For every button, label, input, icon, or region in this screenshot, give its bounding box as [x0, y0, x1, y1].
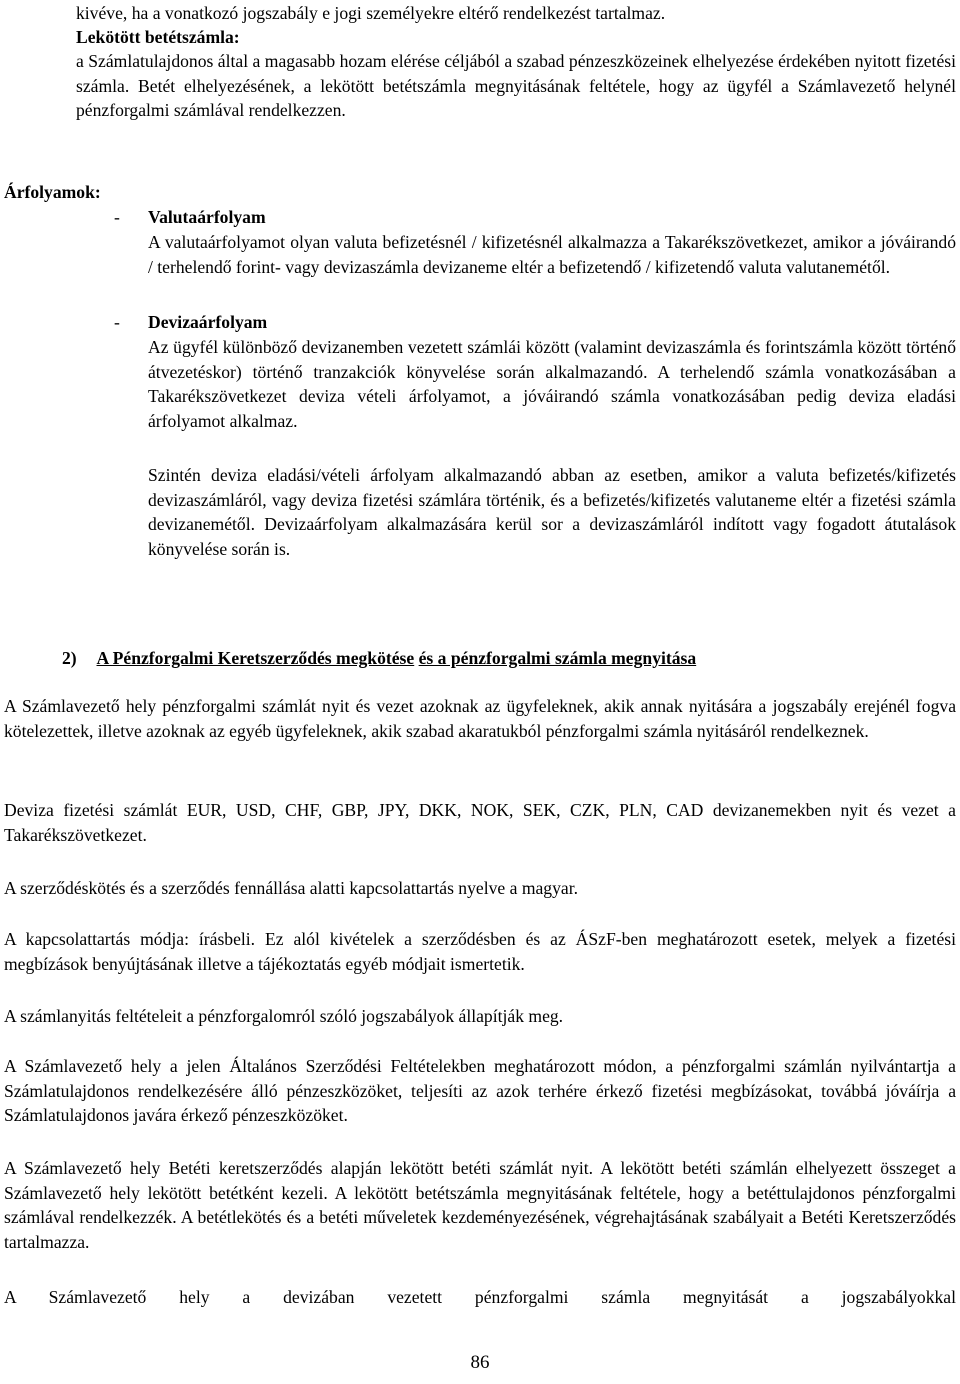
paragraph: A Számlavezető hely pénzforgalmi számlát nyit és vezet azoknak az ügyfeleknek, akik annak nyitására a jogszabály erejénél fogva kötelezettek, illetve azoknak az egyéb ügyfeleknek, akik szabad akaratukból pénzforgalmi számla nyitásáról rendelkeznek. [4, 696, 956, 741]
paragraph: A Számlavezető hely Betéti keretszerződés alapján lekötött betéti számlát nyit. A lekötött betéti számlán elhelyezett összeget a Számlavezető hely lekötött betétként kezeli. A lekötött betétszámla megnyitásának feltétele, hogy a betéttulajdonos pénzforgalmi számlával rendelkezzék. A betétlekötés és a betéti műveletek kezdeményezésének, végrehajtásának szabályait a Betéti Keretszerződés tartalmazza. [4, 1158, 956, 1252]
section-heading [62, 646, 956, 671]
list-dash: - [114, 312, 120, 332]
rate-item-fx-title: Devizaárfolyam [148, 312, 268, 332]
paragraph: Deviza fizetési számlát EUR, USD, CHF, GBP, JPY, DKK, NOK, SEK, CZK, PLN, CAD devizanemekben nyit és vezet a Takarékszövetkezet. [4, 800, 956, 845]
paragraph: A számlanyitás feltételeit a pénzforgalomról szóló jogszabályok állapítják meg. [4, 1006, 564, 1026]
page-number: 86 [470, 1352, 490, 1373]
section-title-part1: A Pénzforgalmi Keretszerződés megkötése [96, 648, 415, 668]
paragraph: A Számlavezető hely a devizában vezetett pénzforgalmi számla megnyitását a jogszabályokkal [4, 1287, 956, 1307]
rate-item-currency-text: A valutaárfolyamot olyan valuta befizetésnél / kifizetésnél alkalmazza a Takarékszövetkezet, amikor a jóváirandó / terhelendő forint- vagy devizaszámla devizaneme eltér a befizetendő / kifizetendő valuta valutanemétől. [148, 232, 956, 277]
paragraph: A szerződéskötés és a szerződés fennállása alatti kapcsolattartás nyelve a magyar. [4, 878, 578, 898]
deposit-account-paragraph: a Számlatulajdonos által a magasabb hozam elérése céljából a szabad pénzeszközeinek elhelyezése érdekében nyitott fizetési számla. Betét elhelyezésének, a lekötött betétszámla megnyitásának feltétele, hogy az ügyfél a Számlavezető helynél pénzforgalmi számlával rendelkezzen. [76, 51, 956, 120]
rates-heading: Árfolyamok: [4, 182, 101, 202]
rate-item-currency-title: Valutaárfolyam [148, 207, 266, 227]
section-title-part2: és a pénzforgalmi számla megnyitása [418, 648, 697, 668]
deposit-account-heading: Lekötött betétszámla: [76, 27, 240, 47]
paragraph: A Számlavezető hely a jelen Általános Szerződési Feltételekben meghatározott módon, a pénzforgalmi számlán nyilvántartja a Számlatulajdonos rendelkezésére álló pénzeszközöket, teljesíti az azok terhére érkező fizetési megbízásokat, továbbá jóváírja a Számlatulajdonos javára érkező pénzeszközöket. [4, 1056, 956, 1125]
list-dash: - [114, 207, 120, 227]
section-number: 2) [62, 648, 77, 668]
rate-item-fx-text-1: Az ügyfél különböző devizanemben vezetett számlái között (valamint devizaszámla és forintszámla között történő átvezetéskor) történő tranzakciók könyvelése során alkalmazandó. A terhelendő számla vonatkozásában a Takarékszövetkezet deviza vételi árfolyamot, a jóváirandó számla vonatkozásában pedig deviza eladási árfolyamot alkalmaz. [148, 337, 956, 431]
continuation-line: kivéve, ha a vonatkozó jogszabály e jogi személyekre eltérő rendelkezést tartalmaz. [76, 3, 666, 23]
paragraph: A kapcsolattartás módja: írásbeli. Ez alól kivételek a szerződésben és az ÁSzF-ben meghatározott esetek, melyek a fizetési megbízások benyújtásának illetve a tájékoztatás egyéb módjait ismertetik. [4, 929, 956, 974]
rate-item-fx-text-2: Szintén deviza eladási/vételi árfolyam alkalmazandó abban az esetben, amikor a valuta befizetés/kifizetés devizaszámláról, vagy deviza fizetési számlára történik, és a befizetés/kifizetés valutaneme eltér a fizetési számla devizanemétől. Devizaárfolyam alkalmazására kerül sor a devizaszámláról indított vagy fogadott átutalások könyvelése során is. [148, 465, 956, 559]
